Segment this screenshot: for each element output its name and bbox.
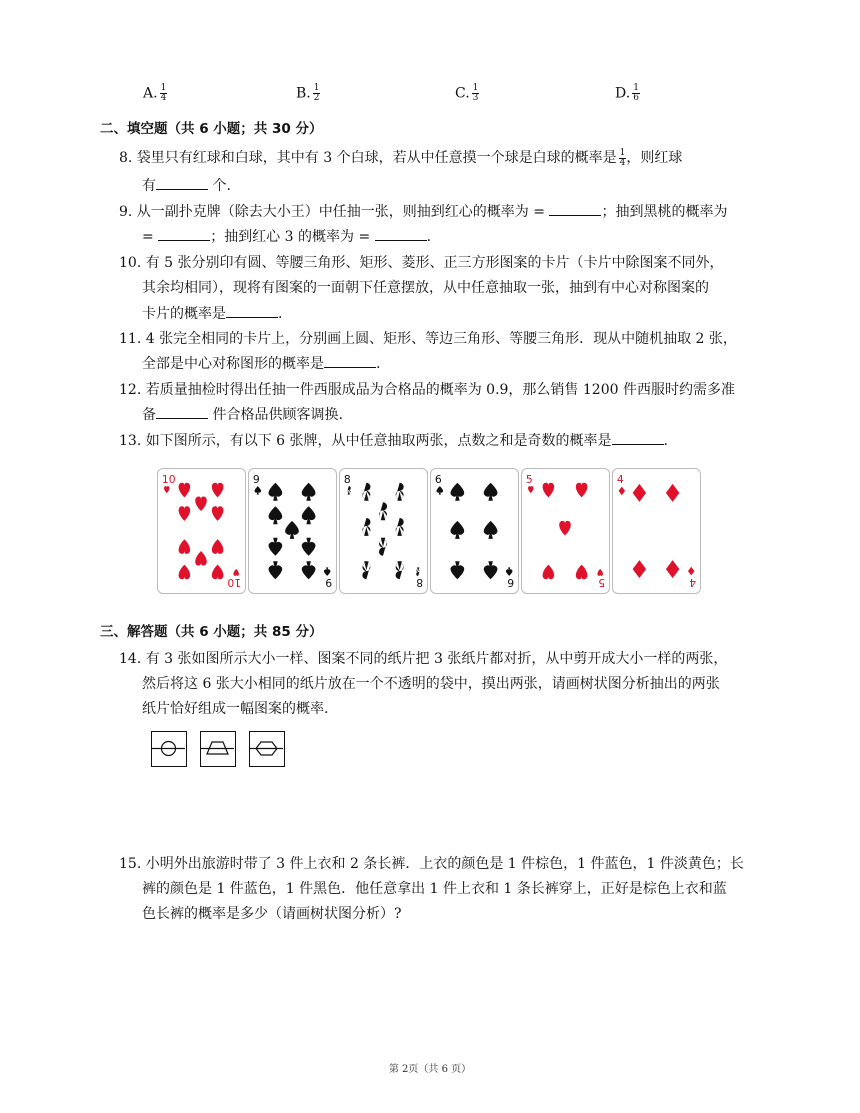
page-footer: 第 2页（共 6 页） bbox=[388, 1064, 472, 1075]
answer-blank[interactable] bbox=[156, 177, 208, 190]
diamond-icon bbox=[688, 567, 694, 576]
question-11-line-2: 全部是中心对称图形的概率是 . bbox=[142, 356, 381, 372]
club-pip-icon bbox=[396, 518, 404, 536]
card-5-hearts bbox=[521, 468, 610, 594]
spade-pip-icon bbox=[269, 538, 283, 556]
spade-pip-icon bbox=[269, 506, 283, 524]
option-letter: B. bbox=[296, 85, 311, 102]
spade-pip-icon bbox=[484, 561, 498, 579]
fraction: $\frac{1}{6}$ bbox=[633, 83, 639, 103]
heart-icon bbox=[528, 486, 534, 493]
card-face bbox=[340, 469, 427, 593]
heart-pip-icon bbox=[543, 565, 555, 580]
heart-pip-icon bbox=[179, 483, 191, 498]
spade-pip-icon bbox=[484, 521, 498, 539]
heart-icon bbox=[597, 569, 603, 576]
club-pip-icon bbox=[362, 518, 370, 536]
club-pip-icon bbox=[396, 483, 404, 501]
option-a bbox=[143, 84, 167, 103]
answer-blank[interactable] bbox=[156, 406, 208, 419]
question-10-line-1: 10. 有 5 张分别印有圆、等腰三角形、矩形、菱形、正三方形图案的卡片（卡片中除图案不同外， bbox=[119, 255, 724, 271]
spade-pip-icon bbox=[285, 521, 299, 539]
card-4-diamonds bbox=[612, 468, 701, 594]
card-rank: 5 bbox=[598, 575, 606, 589]
fraction: $\frac{1}{2}$ bbox=[313, 83, 320, 103]
card-rank: 10 bbox=[161, 473, 176, 487]
section-heading-fill-blank: 二、填空题（共 6 小题；共 30 分） bbox=[100, 121, 323, 137]
diamond-pip-icon bbox=[666, 484, 679, 502]
heart-pip-icon bbox=[212, 483, 224, 498]
heart-pip-icon bbox=[576, 565, 588, 580]
card-face bbox=[613, 469, 700, 593]
question-13-line-1: 13. 如下图所示，有以下 6 张牌，从中任意抽取两张，点数之和是奇数的概率是 . bbox=[119, 433, 668, 449]
question-14-line-2: 然后将这 6 张大小相同的纸片放在一个不透明的袋中，摸出两张，请画树状图分析抽出的两张 bbox=[142, 676, 720, 692]
question-12-line-1: 12. 若质量抽检时得出任抽一件西服成品为合格品的概率为 0.9，那么销售 1200 件西服时约需多准 bbox=[119, 382, 735, 398]
heart-pip-icon bbox=[179, 565, 191, 580]
heart-pip-icon bbox=[212, 506, 224, 521]
club-pip-icon bbox=[396, 561, 404, 579]
answer-blank[interactable] bbox=[158, 228, 210, 241]
card-face bbox=[249, 469, 336, 593]
answer-blank[interactable] bbox=[375, 228, 427, 241]
card-rank: 4 bbox=[689, 575, 697, 589]
spade-pip-icon bbox=[269, 483, 283, 501]
option-b bbox=[296, 84, 320, 103]
card-rank: 4 bbox=[616, 473, 624, 487]
heart-pip-icon bbox=[195, 496, 207, 511]
card-rank: 10 bbox=[227, 575, 242, 589]
question-8-line-1: 8. 袋里只有红球和白球，其中有 3 个白球，若从中任意摸一个球是白球的概率是 $\frac{1}{4}$ ，则红球 bbox=[119, 147, 683, 168]
club-pip-icon bbox=[379, 538, 387, 556]
card-rank: 9 bbox=[325, 575, 333, 589]
answer-blank[interactable] bbox=[226, 305, 278, 318]
heart-pip-icon bbox=[576, 483, 588, 498]
diamond-pip-icon bbox=[666, 560, 679, 578]
spade-pip-icon bbox=[302, 561, 316, 579]
card-rank: 6 bbox=[434, 473, 442, 487]
card-10-hearts bbox=[157, 468, 246, 594]
club-pip-icon bbox=[379, 502, 387, 520]
playing-cards-figure bbox=[157, 468, 706, 596]
question-9-line-1: 9. 从一副扑克牌（除去大小王）中任抽一张，则抽到红心的概率为 = ；抽到黑桃的概率为 bbox=[119, 204, 728, 220]
spade-icon bbox=[324, 567, 331, 576]
spade-pip-icon bbox=[302, 483, 316, 501]
diamond-pip-icon bbox=[633, 560, 646, 578]
fraction: $\frac{1}{4}$ bbox=[160, 83, 167, 103]
spade-pip-icon bbox=[451, 483, 465, 501]
card-rank: 5 bbox=[525, 473, 533, 487]
hexagon-pattern-icon bbox=[249, 731, 285, 767]
heart-pip-icon bbox=[212, 565, 224, 580]
card-face bbox=[158, 469, 245, 593]
question-10-line-3: 卡片的概率是 . bbox=[142, 306, 283, 322]
club-pip-icon bbox=[362, 483, 370, 501]
spade-pip-icon bbox=[484, 483, 498, 501]
answer-blank[interactable] bbox=[324, 355, 376, 368]
card-rank: 9 bbox=[252, 473, 260, 487]
card-face bbox=[431, 469, 518, 593]
card-6-spades bbox=[430, 468, 519, 594]
diamond-pip-icon bbox=[633, 484, 646, 502]
question-15-line-3: 色长裤的概率是多少（请画树状图分析）? bbox=[142, 906, 402, 922]
spade-icon bbox=[255, 486, 262, 495]
answer-blank[interactable] bbox=[612, 432, 664, 445]
spade-pip-icon bbox=[451, 561, 465, 579]
question-11-line-1: 11. 4 张完全相同的卡片上，分别画上圆、矩形、等边三角形、等腰三角形．现从中随机抽取 2 张， bbox=[119, 331, 737, 347]
spade-icon bbox=[437, 486, 444, 495]
option-letter: C. bbox=[455, 85, 470, 102]
card-face bbox=[522, 469, 609, 593]
diamond-icon bbox=[619, 487, 625, 496]
heart-icon bbox=[233, 569, 239, 576]
heart-pip-icon bbox=[559, 521, 571, 536]
question-9-line-2: = ；抽到红心 3 的概率为 = . bbox=[142, 229, 432, 245]
trapezoid-pattern-icon bbox=[200, 731, 236, 767]
heart-pip-icon bbox=[179, 506, 191, 521]
question-10-line-2: 其余均相同），现将有图案的一面朝下任意摆放，从中任意抽取一张，抽到有中心对称图案的 bbox=[142, 280, 709, 296]
heart-pip-icon bbox=[179, 539, 191, 554]
heart-pip-icon bbox=[195, 551, 207, 566]
card-9-spades bbox=[248, 468, 337, 594]
question-15-line-1: 15. 小明外出旅游时带了 3 件上衣和 2 条长裤．上衣的颜色是 1 件棕色，1 件蓝色，1 件淡黄色；长 bbox=[119, 856, 744, 872]
spade-pip-icon bbox=[302, 506, 316, 524]
circle-pattern-icon bbox=[151, 731, 187, 767]
question-14-line-3: 纸片恰好组成一幅图案的概率. bbox=[142, 701, 329, 717]
club-pip-icon bbox=[362, 561, 370, 579]
fraction: $\frac{1}{4}$ bbox=[619, 147, 626, 168]
option-letter: D. bbox=[615, 85, 631, 102]
option-letter: A. bbox=[143, 85, 158, 102]
heart-pip-icon bbox=[543, 483, 555, 498]
question-8-line-2: 有 个. bbox=[142, 178, 231, 194]
spade-icon bbox=[506, 567, 513, 576]
option-d bbox=[615, 84, 640, 103]
card-rank: 6 bbox=[507, 575, 515, 589]
card-rank: 8 bbox=[416, 575, 424, 589]
section-heading-answer: 三、解答题（共 6 小题；共 85 分） bbox=[100, 624, 323, 640]
question-15-line-2: 裤的颜色是 1 件蓝色，1 件黑色．他任意拿出 1 件上衣和 1 条长裤穿上，正好是棕色上衣和蓝 bbox=[142, 881, 727, 897]
heart-pip-icon bbox=[212, 539, 224, 554]
question-14-line-1: 14. 有 3 张如图所示大小一样、图案不同的纸片把 3 张纸片都对折，从中剪开成大小一样的两张， bbox=[119, 651, 728, 667]
spade-pip-icon bbox=[451, 521, 465, 539]
spade-pip-icon bbox=[269, 561, 283, 579]
option-c bbox=[455, 84, 479, 103]
answer-blank[interactable] bbox=[549, 203, 601, 216]
club-icon bbox=[347, 486, 351, 495]
club-icon bbox=[416, 567, 420, 576]
spade-pip-icon bbox=[302, 538, 316, 556]
heart-icon bbox=[164, 486, 170, 493]
card-8-clubs bbox=[339, 468, 428, 594]
card-rank: 8 bbox=[343, 473, 351, 487]
question-12-line-2: 备 件合格品供顾客调换. bbox=[142, 407, 343, 423]
fraction: $\frac{1}{3}$ bbox=[472, 83, 479, 103]
